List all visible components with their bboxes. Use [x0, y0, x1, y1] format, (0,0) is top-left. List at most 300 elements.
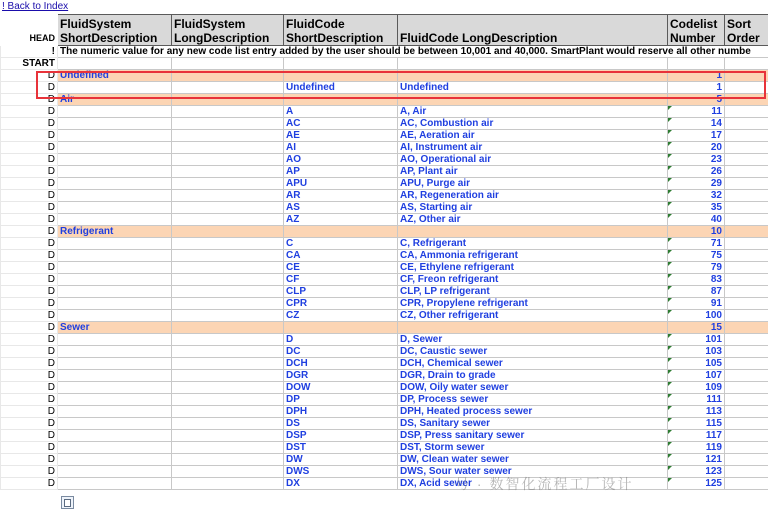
codelist-number-cell[interactable]	[668, 118, 725, 130]
sort-order-cell[interactable]	[725, 418, 768, 430]
fluidcode-long-cell[interactable]	[398, 166, 668, 178]
sort-order-cell[interactable]	[725, 454, 768, 466]
sort-order-cell[interactable]	[725, 142, 768, 154]
table-row	[1, 442, 768, 454]
paste-options-icon[interactable]	[61, 496, 74, 509]
codelist-number-cell[interactable]	[668, 82, 725, 94]
fluidsystem-long-cell[interactable]	[172, 166, 284, 178]
fluidcode-long-cell[interactable]	[398, 394, 668, 406]
codelist-number-cell[interactable]	[668, 214, 725, 226]
table-row	[1, 130, 768, 142]
header-fluidcode-short[interactable]: FluidCode ShortDescription	[284, 15, 398, 46]
codelist-number-cell-text: 103	[705, 346, 722, 357]
error-indicator-icon	[668, 202, 672, 206]
sort-order-cell[interactable]	[725, 130, 768, 142]
sort-order-cell[interactable]	[725, 262, 768, 274]
sort-order-cell[interactable]	[725, 478, 768, 490]
fluidsystem-long-cell[interactable]	[172, 478, 284, 490]
row-key-text: D	[47, 406, 55, 417]
fluidcode-long-cell[interactable]	[398, 346, 668, 358]
row-key	[1, 274, 58, 286]
fluidcode-long-cell[interactable]	[398, 202, 668, 214]
codelist-number-cell[interactable]	[668, 190, 725, 202]
codelist-number-cell[interactable]	[668, 430, 725, 442]
row-key-text: D	[47, 370, 55, 381]
fluidcode-long-cell[interactable]	[398, 190, 668, 202]
fluidcode-short-cell[interactable]	[284, 82, 398, 94]
fluidcode-short-cell-text: A	[286, 106, 294, 117]
sort-order-cell[interactable]	[725, 286, 768, 298]
fluidsystem-long-cell[interactable]	[172, 382, 284, 394]
codelist-number-cell[interactable]	[668, 466, 725, 478]
fluidcode-short-cell[interactable]	[284, 238, 398, 250]
error-indicator-icon	[668, 466, 672, 470]
row-key	[1, 82, 58, 94]
fluidsystem-long-cell[interactable]	[172, 250, 284, 262]
fluidsystem-short-cell[interactable]	[58, 358, 172, 370]
table-row	[1, 154, 768, 166]
fluidsystem-short-cell[interactable]	[58, 322, 172, 334]
codelist-number-cell[interactable]	[668, 394, 725, 406]
fluidsystem-long-cell[interactable]	[172, 454, 284, 466]
codelist-number-cell[interactable]	[668, 298, 725, 310]
fluidcode-long-cell[interactable]	[398, 250, 668, 262]
fluidsystem-short-cell[interactable]	[58, 70, 172, 82]
fluidsystem-long-cell[interactable]	[172, 94, 284, 106]
note-text[interactable]: The numeric value for any new code list entry added by the user should be between 10,001 and 40,000. SmartPlant would reserve all other numbe	[58, 46, 768, 58]
fluidcode-long-cell-text: C, Refrigerant	[400, 238, 467, 249]
sort-order-cell[interactable]	[725, 166, 768, 178]
row-key	[1, 466, 58, 478]
fluidsystem-long-cell[interactable]	[172, 118, 284, 130]
fluidcode-short-cell[interactable]	[284, 382, 398, 394]
row-key	[1, 226, 58, 238]
codelist-number-cell[interactable]	[668, 274, 725, 286]
fluidcode-long-cell-text: DX, Acid sewer	[400, 478, 472, 489]
fluidsystem-long-cell[interactable]	[172, 358, 284, 370]
fluidcode-long-cell[interactable]	[398, 106, 668, 118]
fluidcode-short-cell[interactable]	[284, 118, 398, 130]
error-indicator-icon	[668, 214, 672, 218]
codelist-number-cell-text: 1	[716, 70, 722, 81]
table-row	[1, 178, 768, 190]
fluidcode-short-cell[interactable]	[284, 274, 398, 286]
fluidcode-short-cell[interactable]	[284, 142, 398, 154]
codelist-number-cell[interactable]	[668, 286, 725, 298]
codelist-number-cell[interactable]	[668, 406, 725, 418]
fluidsystem-long-cell[interactable]	[172, 334, 284, 346]
fluidcode-long-cell-text: DW, Clean water sewer	[400, 454, 509, 465]
fluidcode-long-cell[interactable]	[398, 286, 668, 298]
codelist-number-cell[interactable]	[668, 154, 725, 166]
fluidsystem-short-cell[interactable]	[58, 154, 172, 166]
fluidsystem-long-cell[interactable]	[172, 418, 284, 430]
sort-order-cell[interactable]	[725, 118, 768, 130]
row-key-text: D	[47, 262, 55, 273]
sort-order-cell[interactable]	[725, 442, 768, 454]
row-key-text: D	[47, 118, 55, 129]
fluidsystem-short-cell[interactable]	[58, 406, 172, 418]
codelist-number-cell[interactable]	[668, 178, 725, 190]
codelist-number-cell[interactable]	[668, 262, 725, 274]
fluidsystem-short-cell[interactable]	[58, 346, 172, 358]
sort-order-cell[interactable]	[725, 190, 768, 202]
fluidcode-long-cell[interactable]	[398, 238, 668, 250]
sort-order-cell[interactable]	[725, 298, 768, 310]
fluidcode-long-cell[interactable]	[398, 130, 668, 142]
sort-order-cell[interactable]	[725, 154, 768, 166]
fluidcode-short-cell[interactable]	[284, 370, 398, 382]
fluidsystem-short-cell[interactable]	[58, 94, 172, 106]
fluidcode-long-cell[interactable]	[398, 406, 668, 418]
table-row	[1, 346, 768, 358]
table-row	[1, 430, 768, 442]
sort-order-cell[interactable]	[725, 106, 768, 118]
row-key-text: D	[47, 94, 55, 105]
header-codelist-number[interactable]: Codelist Number	[668, 15, 725, 46]
fluidcode-short-cell[interactable]	[284, 322, 398, 334]
row-key-text: D	[47, 178, 55, 189]
cell[interactable]	[725, 58, 768, 70]
fluidcode-long-cell[interactable]	[398, 454, 668, 466]
fluidsystem-long-cell[interactable]	[172, 442, 284, 454]
fluidcode-short-cell[interactable]	[284, 334, 398, 346]
fluidsystem-short-cell-text: Sewer	[60, 322, 90, 333]
fluidsystem-short-cell[interactable]	[58, 106, 172, 118]
fluidcode-short-cell[interactable]	[284, 250, 398, 262]
error-indicator-icon	[668, 298, 672, 302]
fluidcode-short-cell[interactable]	[284, 286, 398, 298]
fluidsystem-long-cell[interactable]	[172, 238, 284, 250]
fluidcode-long-cell[interactable]	[398, 226, 668, 238]
codelist-number-cell[interactable]	[668, 130, 725, 142]
row-key	[1, 418, 58, 430]
fluidsystem-long-cell[interactable]	[172, 370, 284, 382]
code-list-table	[0, 14, 768, 490]
fluidsystem-short-cell[interactable]	[58, 298, 172, 310]
error-indicator-icon	[668, 286, 672, 290]
cell[interactable]	[284, 58, 398, 70]
fluidcode-long-cell[interactable]	[398, 214, 668, 226]
table-row	[1, 118, 768, 130]
cell[interactable]	[668, 58, 725, 70]
fluidcode-long-cell[interactable]	[398, 142, 668, 154]
codelist-number-cell[interactable]	[668, 238, 725, 250]
fluidsystem-long-cell[interactable]	[172, 430, 284, 442]
fluidcode-short-cell[interactable]	[284, 70, 398, 82]
fluidcode-short-cell[interactable]	[284, 94, 398, 106]
fluidcode-long-cell[interactable]	[398, 382, 668, 394]
fluidcode-long-cell[interactable]	[398, 154, 668, 166]
fluidcode-long-cell[interactable]	[398, 466, 668, 478]
fluidcode-short-cell[interactable]	[284, 394, 398, 406]
fluidcode-long-cell-text: CE, Ethylene refrigerant	[400, 262, 514, 273]
fluidsystem-short-cell[interactable]	[58, 214, 172, 226]
cell[interactable]	[398, 58, 668, 70]
sort-order-cell[interactable]	[725, 226, 768, 238]
fluidcode-short-cell[interactable]	[284, 130, 398, 142]
row-key-text: D	[47, 346, 55, 357]
cell[interactable]	[172, 58, 284, 70]
fluidcode-long-cell[interactable]	[398, 298, 668, 310]
fluidsystem-long-cell[interactable]	[172, 298, 284, 310]
sort-order-cell[interactable]	[725, 214, 768, 226]
row-key-text: D	[47, 202, 55, 213]
error-indicator-icon	[668, 238, 672, 242]
sort-order-cell[interactable]	[725, 466, 768, 478]
sort-order-cell[interactable]	[725, 82, 768, 94]
fluidcode-short-cell[interactable]	[284, 166, 398, 178]
fluidsystem-long-cell[interactable]	[172, 178, 284, 190]
table-row	[1, 298, 768, 310]
codelist-number-cell[interactable]	[668, 310, 725, 322]
sort-order-cell[interactable]	[725, 358, 768, 370]
error-indicator-icon	[668, 274, 672, 278]
codelist-number-cell[interactable]	[668, 142, 725, 154]
fluidcode-short-cell[interactable]	[284, 214, 398, 226]
fluidsystem-long-cell[interactable]	[172, 262, 284, 274]
fluidcode-long-cell[interactable]	[398, 94, 668, 106]
fluidcode-short-cell[interactable]	[284, 466, 398, 478]
fluidsystem-short-cell[interactable]	[58, 262, 172, 274]
fluidsystem-short-cell-text: Undefined	[60, 70, 109, 81]
codelist-number-cell-text: 105	[705, 358, 722, 369]
fluidcode-short-cell[interactable]	[284, 190, 398, 202]
codelist-number-cell[interactable]	[668, 454, 725, 466]
fluidsystem-long-cell[interactable]	[172, 406, 284, 418]
sort-order-cell[interactable]	[725, 322, 768, 334]
fluidsystem-short-cell[interactable]	[58, 82, 172, 94]
table-row	[1, 418, 768, 430]
sort-order-cell[interactable]	[725, 310, 768, 322]
fluidcode-long-cell[interactable]	[398, 178, 668, 190]
fluidcode-short-cell[interactable]	[284, 418, 398, 430]
fluidcode-short-cell[interactable]	[284, 178, 398, 190]
row-key-text: D	[47, 478, 55, 489]
sort-order-cell[interactable]	[725, 94, 768, 106]
fluidcode-long-cell[interactable]	[398, 418, 668, 430]
fluidsystem-long-cell[interactable]	[172, 70, 284, 82]
note-row	[1, 46, 768, 58]
fluidsystem-short-cell[interactable]	[58, 118, 172, 130]
sort-order-cell[interactable]	[725, 334, 768, 346]
codelist-number-cell[interactable]	[668, 358, 725, 370]
sort-order-cell[interactable]	[725, 274, 768, 286]
codelist-number-cell[interactable]	[668, 202, 725, 214]
fluidcode-short-cell-text: DS	[286, 418, 300, 429]
fluidsystem-long-cell[interactable]	[172, 190, 284, 202]
fluidcode-long-cell[interactable]	[398, 262, 668, 274]
fluidcode-short-cell[interactable]	[284, 226, 398, 238]
fluidcode-long-cell-text: DOW, Oily water sewer	[400, 382, 509, 393]
codelist-number-cell[interactable]	[668, 322, 725, 334]
fluidsystem-long-cell[interactable]	[172, 106, 284, 118]
table-row	[1, 82, 768, 94]
codelist-number-cell[interactable]	[668, 418, 725, 430]
fluidsystem-short-cell[interactable]	[58, 274, 172, 286]
header-fluidcode-long[interactable]: FluidCode LongDescription	[398, 15, 668, 46]
fluidsystem-long-cell[interactable]	[172, 226, 284, 238]
table-row	[1, 454, 768, 466]
row-key	[1, 286, 58, 298]
table-row	[1, 310, 768, 322]
codelist-number-cell-text: 14	[710, 118, 722, 129]
codelist-number-cell[interactable]	[668, 106, 725, 118]
codelist-number-cell-text: 5	[716, 94, 722, 105]
row-key-text: D	[47, 286, 55, 297]
sort-order-cell[interactable]	[725, 430, 768, 442]
error-indicator-icon	[668, 418, 672, 422]
fluidcode-long-cell[interactable]	[398, 370, 668, 382]
row-key-text: D	[47, 142, 55, 153]
fluidcode-long-cell[interactable]	[398, 322, 668, 334]
fluidsystem-long-cell[interactable]	[172, 202, 284, 214]
fluidcode-long-cell[interactable]	[398, 82, 668, 94]
fluidcode-long-cell[interactable]	[398, 334, 668, 346]
codelist-number-cell[interactable]	[668, 370, 725, 382]
fluidcode-long-cell[interactable]	[398, 70, 668, 82]
fluidsystem-long-cell[interactable]	[172, 130, 284, 142]
fluidsystem-short-cell[interactable]	[58, 454, 172, 466]
back-to-index-link[interactable]: ! Back to Index	[2, 1, 69, 12]
fluidcode-short-cell-text: DSP	[286, 430, 307, 441]
fluidsystem-long-cell[interactable]	[172, 274, 284, 286]
fluidcode-long-cell[interactable]	[398, 118, 668, 130]
fluidcode-short-cell[interactable]	[284, 154, 398, 166]
codelist-number-cell-text: 107	[705, 370, 722, 381]
sort-order-cell[interactable]	[725, 346, 768, 358]
fluidsystem-short-cell[interactable]	[58, 370, 172, 382]
group-row	[1, 70, 768, 82]
sort-order-cell[interactable]	[725, 394, 768, 406]
fluidsystem-long-cell[interactable]	[172, 286, 284, 298]
codelist-number-cell[interactable]	[668, 346, 725, 358]
fluidcode-long-cell[interactable]	[398, 358, 668, 370]
row-key	[1, 442, 58, 454]
fluidcode-short-cell-text: DOW	[286, 382, 311, 393]
cell[interactable]	[58, 58, 172, 70]
fluidcode-short-cell[interactable]	[284, 310, 398, 322]
sort-order-cell[interactable]	[725, 250, 768, 262]
fluidsystem-short-cell[interactable]	[58, 394, 172, 406]
fluidcode-long-cell[interactable]	[398, 430, 668, 442]
fluidsystem-short-cell[interactable]	[58, 250, 172, 262]
fluidsystem-short-cell[interactable]	[58, 334, 172, 346]
fluidcode-long-cell-text: AZ, Other air	[400, 214, 461, 225]
fluidcode-short-cell[interactable]	[284, 346, 398, 358]
fluidsystem-short-cell[interactable]	[58, 418, 172, 430]
fluidsystem-long-cell[interactable]	[172, 82, 284, 94]
row-key-text: D	[47, 274, 55, 285]
row-key-text: D	[47, 130, 55, 141]
fluidsystem-long-cell[interactable]	[172, 310, 284, 322]
codelist-number-cell[interactable]	[668, 250, 725, 262]
header-sort-order[interactable]: Sort Order	[725, 15, 768, 46]
fluidcode-short-cell[interactable]	[284, 442, 398, 454]
sort-order-cell[interactable]	[725, 70, 768, 82]
codelist-number-cell[interactable]	[668, 334, 725, 346]
fluidcode-short-cell[interactable]	[284, 202, 398, 214]
codelist-number-cell[interactable]	[668, 94, 725, 106]
fluidsystem-short-cell[interactable]	[58, 478, 172, 490]
fluidsystem-short-cell[interactable]	[58, 310, 172, 322]
fluidsystem-short-cell[interactable]	[58, 238, 172, 250]
fluidsystem-short-cell[interactable]	[58, 430, 172, 442]
sort-order-cell[interactable]	[725, 370, 768, 382]
fluidcode-long-cell[interactable]	[398, 274, 668, 286]
fluidsystem-short-cell[interactable]	[58, 178, 172, 190]
sort-order-cell[interactable]	[725, 202, 768, 214]
fluidsystem-long-cell[interactable]	[172, 322, 284, 334]
fluidcode-long-cell-text: DS, Sanitary sewer	[400, 418, 491, 429]
codelist-number-cell[interactable]	[668, 226, 725, 238]
fluidsystem-long-cell[interactable]	[172, 142, 284, 154]
fluidsystem-long-cell[interactable]	[172, 154, 284, 166]
fluidsystem-short-cell[interactable]	[58, 226, 172, 238]
fluidcode-long-cell[interactable]	[398, 310, 668, 322]
codelist-number-cell[interactable]	[668, 442, 725, 454]
sort-order-cell[interactable]	[725, 178, 768, 190]
fluidsystem-short-cell[interactable]	[58, 190, 172, 202]
codelist-number-cell[interactable]	[668, 382, 725, 394]
fluidcode-short-cell[interactable]	[284, 454, 398, 466]
fluidcode-short-cell-text: APU	[286, 178, 308, 189]
fluidsystem-long-cell[interactable]	[172, 394, 284, 406]
table-row	[1, 106, 768, 118]
fluidsystem-long-cell[interactable]	[172, 466, 284, 478]
fluidcode-short-cell-text: AR	[286, 190, 301, 201]
codelist-number-cell-text: 113	[705, 406, 722, 417]
fluidcode-short-cell-text: CLP	[286, 286, 306, 297]
fluidsystem-long-cell[interactable]	[172, 346, 284, 358]
fluidsystem-short-cell[interactable]	[58, 166, 172, 178]
sort-order-cell[interactable]	[725, 406, 768, 418]
sort-order-cell[interactable]	[725, 238, 768, 250]
fluidsystem-short-cell[interactable]	[58, 286, 172, 298]
fluidcode-long-cell[interactable]	[398, 442, 668, 454]
codelist-number-cell-text: 109	[705, 382, 722, 393]
codelist-number-cell[interactable]	[668, 166, 725, 178]
header-fluidsystem-long[interactable]: FluidSystem LongDescription	[172, 15, 284, 46]
error-indicator-icon	[668, 166, 672, 170]
fluidcode-short-cell[interactable]	[284, 358, 398, 370]
codelist-number-cell[interactable]	[668, 70, 725, 82]
row-key-text: D	[47, 70, 55, 81]
fluidcode-long-cell-text: DWS, Sour water sewer	[400, 466, 512, 477]
codelist-number-cell[interactable]	[668, 478, 725, 490]
fluidcode-short-cell[interactable]	[284, 478, 398, 490]
fluidsystem-short-cell[interactable]	[58, 466, 172, 478]
fluidsystem-short-cell[interactable]	[58, 130, 172, 142]
fluidcode-short-cell-text: AZ	[286, 214, 300, 225]
fluidsystem-long-cell[interactable]	[172, 214, 284, 226]
sort-order-cell[interactable]	[725, 382, 768, 394]
fluidsystem-short-cell[interactable]	[58, 382, 172, 394]
fluidcode-short-cell[interactable]	[284, 262, 398, 274]
fluidsystem-short-cell[interactable]	[58, 202, 172, 214]
fluidcode-short-cell[interactable]	[284, 430, 398, 442]
fluidsystem-short-cell[interactable]	[58, 442, 172, 454]
fluidcode-long-cell-text: DSP, Press sanitary sewer	[400, 430, 525, 441]
header-fluidsystem-short[interactable]: FluidSystem ShortDescription	[58, 15, 172, 46]
fluidcode-short-cell[interactable]	[284, 298, 398, 310]
fluidsystem-short-cell[interactable]	[58, 142, 172, 154]
fluidcode-long-cell[interactable]	[398, 478, 668, 490]
fluidcode-short-cell[interactable]	[284, 406, 398, 418]
fluidcode-short-cell[interactable]	[284, 106, 398, 118]
error-indicator-icon	[668, 358, 672, 362]
fluidcode-long-cell-text: CZ, Other refrigerant	[400, 310, 499, 321]
